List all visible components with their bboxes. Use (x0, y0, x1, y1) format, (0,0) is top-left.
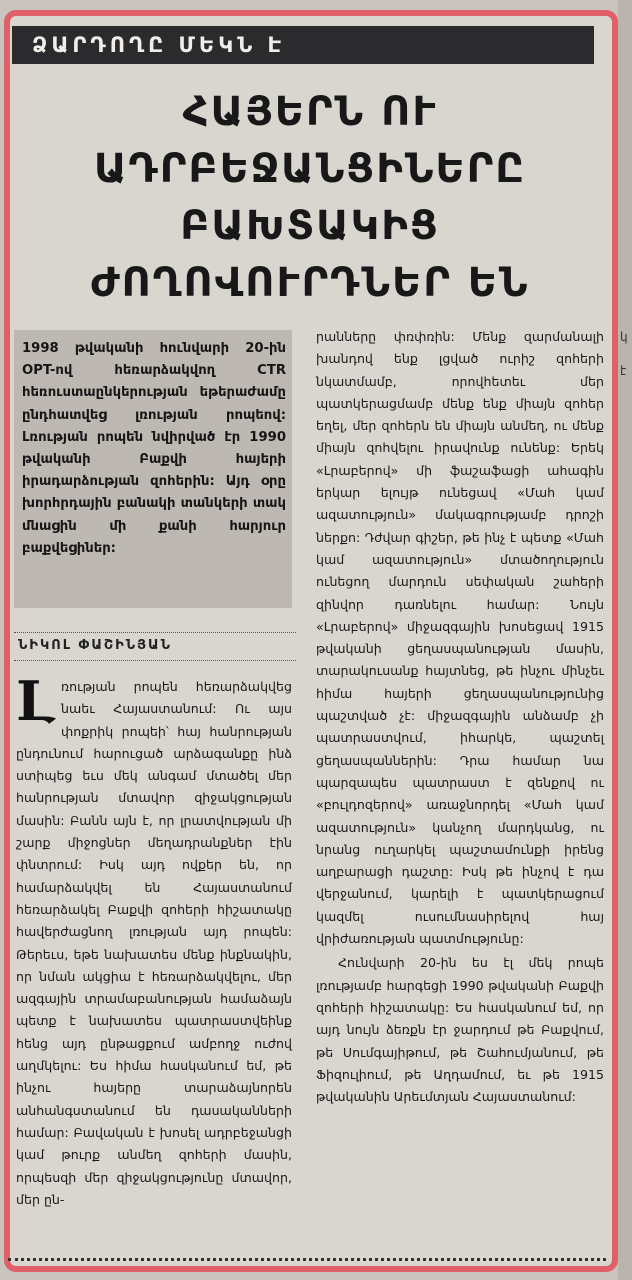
body-paragraph (16, 669, 292, 1211)
body-column-right (316, 326, 604, 1108)
author-divider-bottom (14, 660, 296, 661)
headline-line: ԲԱԽՏԱԿԻՑ (180, 203, 440, 249)
headline (20, 84, 600, 312)
body-paragraph: րանները փռփռին: Մենք զարմանալի խանդով ենք լցված ուրիշ զոհերի նկատմամբ, որովհետեւ մեր պատկերացմամբ մենք ենք միայն զոհեր եղել, մեր զոհերն են միայն անմեղ, ու մենք միայն զոհվելու իրավունք ունենք: Երեկ «Լրաբերով» մի ֆաշաֆացի ահագին երկար ելույթ ունեցավ «Մահ կամ ազատություն» մակագրությամբ դրոշի ներքո: Դժվար գիշեր, թե ինչ է պետք «Մահ կամ ազատություն» մտածողություն ունեցող մարդուն սեփական շահերի զինվոր դառնելու համար: Նույն «Լրաբերով» միջազգային խոսեցավ 1915 թվականի ցեղասպանության մասին, տարակուսանք հայտնեց, թե ինչու մինչեւ հիմա հայերի ցեղասպանությունից պաշտված չէ: միջազգային անձամբ չի պատրաստվում, իհարկե, պաշտել ցեղասպաններին: Դրա համար նա պարզապես պատրաստ է զենքով ու «բուլդոզերով» առաջնորդել «Մահ կամ ազատություն» կանչող մարդկանց, ու նրանց ուղարկել պաշտամունքի իրենց աղբարացի դաշտը: Իսկ թե ինչով է դա վերջանում, կարելի է պատկերացում կազմել ուսումնասիրելով հայ վրիժառության պատմությունը: (316, 329, 604, 947)
bottom-divider (8, 1258, 606, 1261)
adjacent-page-edge (618, 0, 632, 1280)
author-divider-top (14, 632, 296, 633)
lead-paragraph: 1998 թվականի հունվարի 20-ին OPT-ով հեռարձակվող CTR հեռուստաընկերության եթերաժամը ընդհատվեց լռության րոպեով: Լռության րոպեն նվիրված էր 1990 թվականի Բաքվի հայերի իրադարձության զոհերին: Այդ օրը խորհրդային բանակի տանկերի տակ մնացին մի քանի հարյուր բաքվեցիներ: (14, 330, 292, 608)
adjacent-text-fragment: կ (620, 330, 628, 344)
drop-cap: Լ (16, 669, 55, 733)
body-paragraph: Հունվարի 20-ին ես էլ մեկ րոպե լռությամբ հարգեցի 1990 թվականի Բաքվի զոհերի հիշատակը: Ես հասկանում եմ, որ այդ նույն ձեռքն էր ջարդում թե Բաքվում, թե Սումգայիթում, թե Շահումյանում, թե Ֆիզուլիում, թե Աղդամում, եւ թե 1915 թվականին Արեւմտյան Հայաստանում: (316, 955, 604, 1105)
body-text: ռության րոպեն հեռարձակվեց նաեւ Հայաստանում: Ու այս փոքրիկ րոպեի՝ հայ հանրության ընդունում հարուցած արձագանքը ինձ ստիպեց եւս մեկ անգամ մտածել մեր հանրության մտավոր զիջակցության մասին: Բանն այն է, որ լրատվության մի շարք միջոցներ մեղադրանքներ էին փնտրում: Իսկ այդ ովքեր են, որ համարձակվել են Հայաստանում հեռարձակել Բաքվի զոհերի հիշատակը հավերժացնող լռության այդ րոպեն: Թերեւս, եթե նախատես մենք ինքնակին, որ նման ակցիա է հեռարձակվելու, մեր ազգային տրամաբանության համաձայն պետք է նախատես պատրաստվեինք հենց այդ ընթացքում ամբողջ ուժով աղմկելու: Ես հիմա հասկանում եմ, թե ինչու հայերը տարաձայնորեն անհանգստանում են դասականների համար: Բավական է խոսել ադրբեջանցի կամ թուրք անմեղ զոհերի մասին, որպեսզի մեր զիջակցությունը մտավոր, մեր ըն- (16, 679, 292, 1207)
headline-line: ՀԱՅԵՐՆ ՈՒ (182, 89, 438, 135)
headline-line: ԱԴՐԲԵՋԱՆՑԻՆԵՐԸ (93, 146, 527, 192)
headline-line: ԺՈՂՈՎՈՒՐԴՆԵՐ ԵՆ (90, 260, 530, 306)
author-byline: ՆԻԿՈԼ ՓԱՇԻՆՅԱՆ (18, 638, 172, 653)
body-column-left (16, 669, 292, 1211)
section-rubric: ՁԱՐԴՈՂԸ ՄԵԿՆ Է (12, 26, 594, 64)
adjacent-text-fragment: է (620, 364, 627, 378)
